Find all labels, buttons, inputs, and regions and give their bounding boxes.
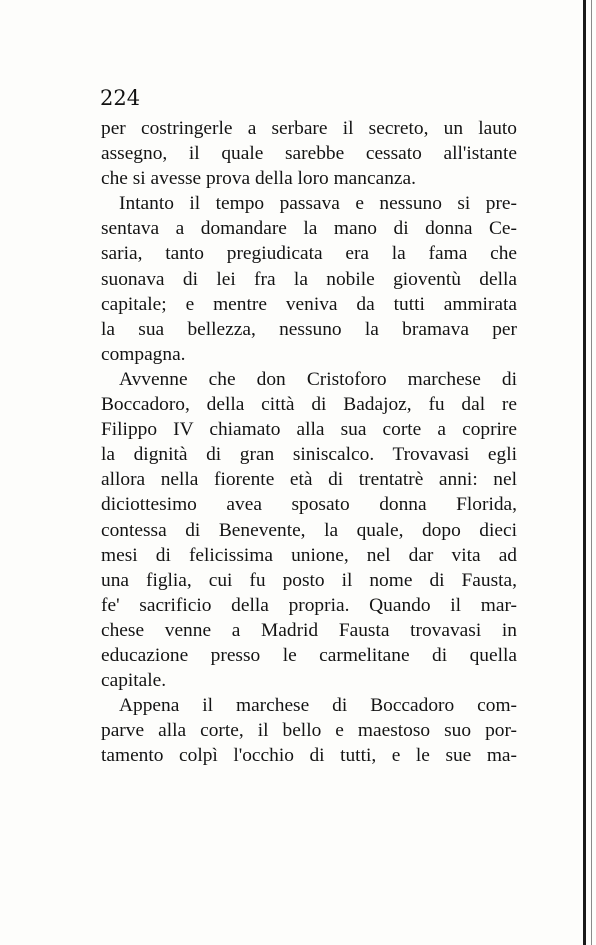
text-line: compagna. [101,343,186,365]
text-line: per costringerle a serbare il secreto, un lauto [101,118,517,139]
text-line: diciottesimo avea sposato donna Florida, [101,494,517,516]
text-line: Avvenne che don Cristoforo marchese di [119,368,517,390]
paragraph-4 [101,693,517,768]
text-line: contessa di Benevente, la quale, dopo dieci [101,519,517,541]
text-line: fe' sacrificio della propria. Quando il mar- [101,594,517,616]
text-line: suonava di lei fra la nobile gioventù della [101,268,517,290]
text-line: parve alla corte, il bello e maestoso suo por- [101,720,517,742]
text-line: Boccadoro, della città di Badajoz, fu dal re [101,394,517,416]
text-line: capitale; e mentre veniva da tutti ammirata [101,293,517,315]
page-number: 224 [100,86,141,110]
text-line: educazione presso le carmelitane di quella [101,644,517,666]
text-line: Intanto il tempo passava e nessuno si pre- [119,193,517,215]
text-line: assegno, il quale sarebbe cessato all'istante [101,143,517,165]
text-line: Appena il marchese di Boccadoro com- [119,695,517,717]
text-line: tamento colpì l'occhio di tutti, e le sue ma- [101,745,517,767]
text-line: la sua bellezza, nessuno la bramava per [101,318,517,340]
text-line: capitale. [101,670,167,692]
text-line: mesi di felicissima unione, nel dar vita ad [101,544,517,566]
text-line: chese venne a Madrid Fausta trovavasi in [101,619,517,641]
page-gutter-edge [583,0,586,945]
text-line: la dignità di gran siniscalco. Trovavasi egli [101,444,517,466]
paragraph-2 [101,191,517,367]
paragraph-3 [101,367,517,693]
body-text [101,116,517,768]
text-line: sentava a domandare la mano di donna Ce- [101,218,517,240]
text-line: che si avesse prova della loro mancanza. [101,168,416,190]
paragraph-1 [101,116,517,191]
text-line: allora nella fiorente età di trentatrè anni: nel [101,469,517,491]
text-line: Filippo IV chiamato alla sua corte a coprire [101,419,517,441]
page-gutter-shadow [591,0,592,945]
text-line: una figlia, cui fu posto il nome di Fausta, [101,569,517,591]
text-line: saria, tanto pregiudicata era la fama che [101,243,517,265]
